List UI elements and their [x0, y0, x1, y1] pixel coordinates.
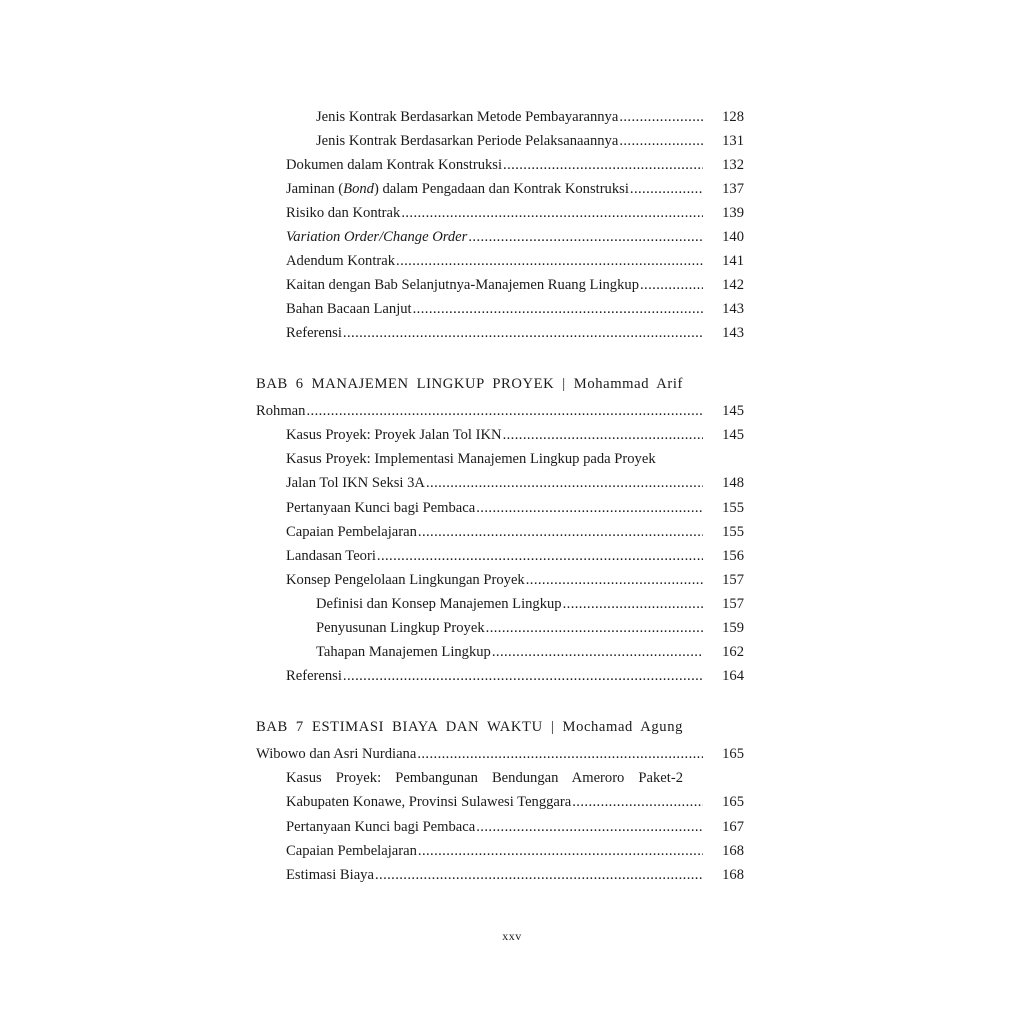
toc-entry-title: Jalan Tol IKN Seksi 3A — [286, 475, 425, 491]
toc-entry-page: 128 — [722, 109, 744, 125]
toc-entry — [0, 568, 1024, 592]
toc-entry-page: 156 — [722, 548, 744, 564]
chapter-heading-line1: BAB 7 ESTIMASI BIAYA DAN WAKTU | Mochamad Agung — [256, 719, 683, 735]
toc-entry-title: Landasan Teori — [286, 548, 376, 564]
toc-entry — [0, 297, 1024, 321]
toc-entry — [0, 520, 1024, 544]
toc-entry — [0, 815, 1024, 839]
chapter-heading-line2: Wibowo dan Asri Nurdiana — [256, 746, 417, 762]
chapter-heading-line1: BAB 6 MANAJEMEN LINGKUP PROYEK | Mohammad Arif — [256, 376, 683, 392]
toc-entry-title: Definisi dan Konsep Manajemen Lingkup — [316, 596, 562, 612]
toc-entry-title: Pertanyaan Kunci bagi Pembaca — [286, 819, 476, 835]
toc-entry-page: 143 — [722, 325, 744, 341]
toc-entry-page: 165 — [722, 746, 744, 762]
toc-entry — [0, 273, 1024, 297]
toc-entry-title: Adendum Kontrak — [286, 253, 396, 269]
leader-dots — [417, 742, 703, 766]
toc-entry-page: 145 — [722, 403, 744, 419]
toc-entry-title: Jenis Kontrak Berdasarkan Metode Pembayarannya — [316, 109, 619, 125]
leader-dots — [377, 544, 703, 568]
toc-entry-page: 157 — [722, 596, 744, 612]
toc-entry — [0, 471, 1024, 495]
leader-dots — [640, 273, 703, 297]
toc-entry-page: 140 — [722, 229, 744, 245]
toc-entry-title: Bahan Bacaan Lanjut — [286, 301, 412, 317]
chapter-heading — [0, 715, 1024, 739]
leader-dots — [343, 321, 703, 345]
toc-entry-title: Dokumen dalam Kontrak Konstruksi — [286, 157, 503, 173]
toc-entry — [0, 544, 1024, 568]
toc-entry-page: 165 — [722, 794, 744, 810]
toc-entry — [0, 249, 1024, 273]
toc-entry-page: 141 — [722, 253, 744, 269]
toc-entry-title: Konsep Pengelolaan Lingkungan Proyek — [286, 572, 525, 588]
leader-dots — [572, 790, 703, 814]
toc-entry — [0, 616, 1024, 640]
toc-entry-title: Jaminan (Bond) dalam Pengadaan dan Kontrak Konstruksi — [286, 181, 629, 197]
toc-entry-page: 145 — [722, 427, 744, 443]
toc-entry — [0, 664, 1024, 688]
toc-entry-page: 168 — [722, 867, 744, 883]
toc-entry-title: Variation Order/Change Order — [286, 229, 468, 245]
leader-dots — [306, 399, 703, 423]
leader-dots — [401, 201, 703, 225]
toc-entry-title: Referensi — [286, 668, 342, 684]
leader-dots — [526, 568, 703, 592]
leader-dots — [375, 863, 703, 887]
toc-entry-page: 167 — [722, 819, 744, 835]
leader-dots — [343, 664, 703, 688]
toc-entry-page: 148 — [722, 475, 744, 491]
toc-entry-title: Referensi — [286, 325, 342, 341]
toc-entry-title: Capaian Pembelajaran — [286, 843, 417, 859]
toc-entry-title: Kabupaten Konawe, Provinsi Sulawesi Tenggara — [286, 794, 572, 810]
leader-dots — [476, 815, 703, 839]
chapter-heading — [0, 399, 1024, 423]
toc-entry — [0, 766, 1024, 790]
toc-entry-title: Kasus Proyek: Implementasi Manajemen Lingkup pada Proyek — [286, 451, 656, 467]
leader-dots — [418, 839, 703, 863]
toc-entry-title: Jenis Kontrak Berdasarkan Periode Pelaksanaannya — [316, 133, 619, 149]
toc-entry-title: Estimasi Biaya — [286, 867, 374, 883]
leader-dots — [396, 249, 703, 273]
toc-entry — [0, 153, 1024, 177]
chapter-heading — [0, 372, 1024, 396]
toc-entry — [0, 592, 1024, 616]
toc-entry-page: 168 — [722, 843, 744, 859]
leader-dots — [418, 520, 703, 544]
toc-entry-title: Risiko dan Kontrak — [286, 205, 401, 221]
toc-entry-title: Penyusunan Lingkup Proyek — [316, 620, 485, 636]
leader-dots — [476, 496, 703, 520]
toc-entry — [0, 321, 1024, 345]
toc-entry-title: Kaitan dengan Bab Selanjutnya-Manajemen Ruang Lingkup — [286, 277, 639, 293]
toc-entry-page: 155 — [722, 500, 744, 516]
toc-entry-page: 139 — [722, 205, 744, 221]
toc-entry — [0, 201, 1024, 225]
toc-entry — [0, 225, 1024, 249]
leader-dots — [503, 423, 703, 447]
toc-entry — [0, 129, 1024, 153]
toc-entry — [0, 496, 1024, 520]
leader-dots — [426, 471, 703, 495]
toc-entry-page: 159 — [722, 620, 744, 636]
leader-dots — [630, 177, 703, 201]
leader-dots — [413, 297, 703, 321]
toc-entry-page: 164 — [722, 668, 744, 684]
toc-entry-title: Tahapan Manajemen Lingkup — [316, 644, 491, 660]
toc-entry-page: 131 — [722, 133, 744, 149]
page-number: xxv — [502, 929, 522, 943]
toc-entry-page: 155 — [722, 524, 744, 540]
toc-entry — [0, 105, 1024, 129]
toc-entry — [0, 177, 1024, 201]
leader-dots — [619, 105, 703, 129]
toc-entry — [0, 863, 1024, 887]
toc-entry-title: Pertanyaan Kunci bagi Pembaca — [286, 500, 476, 516]
toc-entry-title: Kasus Proyek: Pembangunan Bendungan Ameroro Paket-2 — [286, 770, 683, 786]
chapter-heading — [0, 742, 1024, 766]
toc-entry-page: 157 — [722, 572, 744, 588]
toc-entry-page: 142 — [722, 277, 744, 293]
leader-dots — [619, 129, 703, 153]
leader-dots — [503, 153, 703, 177]
toc-entry-page: 132 — [722, 157, 744, 173]
toc-entry — [0, 423, 1024, 447]
toc-entry-page: 137 — [722, 181, 744, 197]
leader-dots — [492, 640, 703, 664]
toc-entry-title: Kasus Proyek: Proyek Jalan Tol IKN — [286, 427, 502, 443]
toc-entry-page: 143 — [722, 301, 744, 317]
leader-dots — [563, 592, 703, 616]
toc-entry — [0, 640, 1024, 664]
toc-entry — [0, 790, 1024, 814]
leader-dots — [468, 225, 703, 249]
toc-entry-page: 162 — [722, 644, 744, 660]
toc-entry — [0, 447, 1024, 471]
chapter-heading-line2: Rohman — [256, 403, 306, 419]
toc-entry — [0, 839, 1024, 863]
toc-entry-title: Capaian Pembelajaran — [286, 524, 417, 540]
leader-dots — [486, 616, 703, 640]
